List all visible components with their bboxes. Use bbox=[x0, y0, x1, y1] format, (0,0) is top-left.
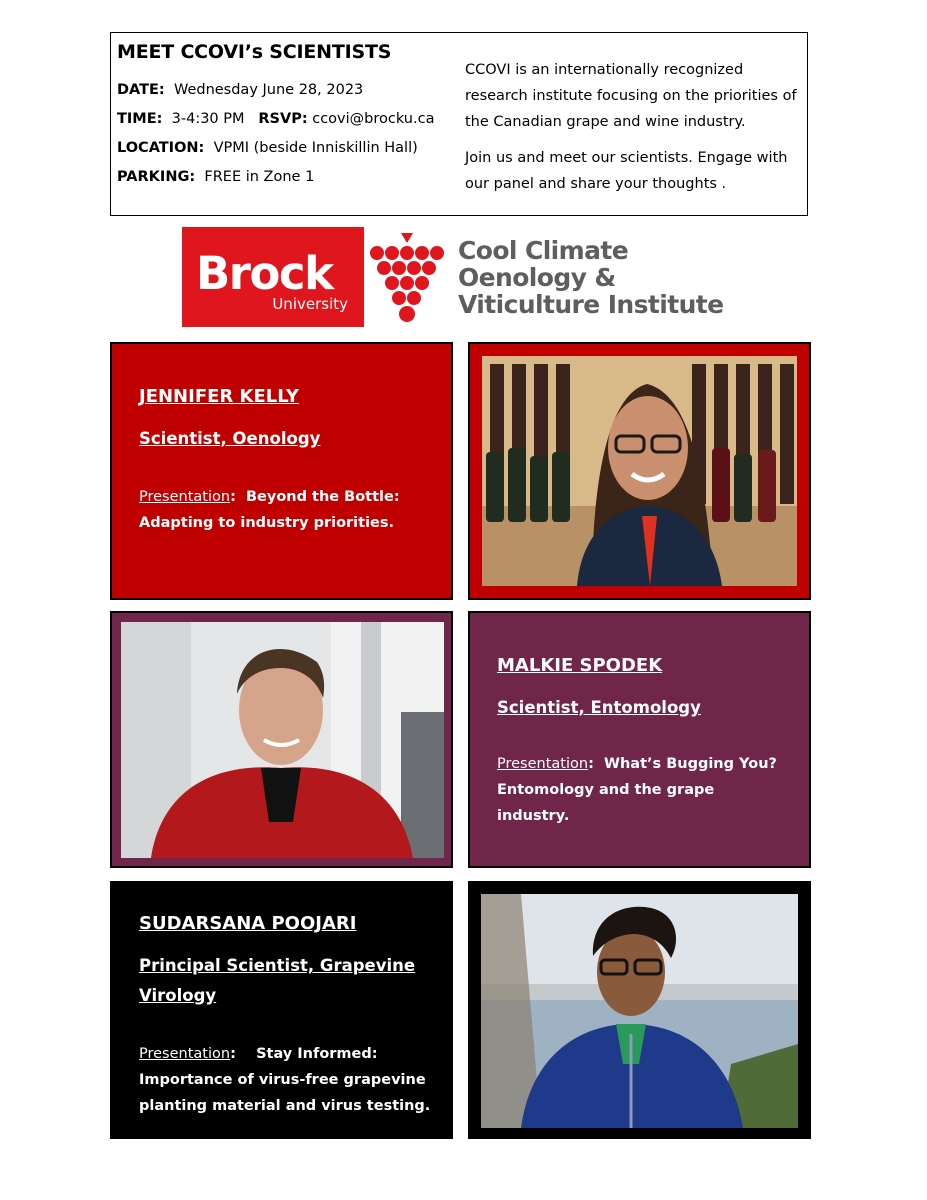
brock-wordmark: Brock bbox=[196, 247, 333, 300]
photo-frame-sudarsana-poojari bbox=[468, 881, 811, 1139]
presentation-text: Presentation: What’s Bugging You? Entomology and the grape industry. bbox=[497, 756, 777, 824]
location-line bbox=[117, 140, 457, 156]
rsvp-label: RSVP: bbox=[258, 111, 308, 127]
scientist-name: SUDARSANA POOJARI bbox=[139, 913, 357, 934]
photo-frame-jennifer-kelly bbox=[468, 342, 811, 600]
scientist-card-sudarsana-poojari bbox=[110, 881, 453, 1139]
location-value: VPMI (beside Inniskillin Hall) bbox=[213, 140, 418, 156]
time-value: 3-4:30 PM bbox=[171, 111, 245, 127]
date-line bbox=[117, 82, 457, 98]
scientist-name: JENNIFER KELLY bbox=[139, 386, 299, 407]
photo-frame-malkie-spodek bbox=[110, 611, 453, 868]
parking-line bbox=[117, 169, 457, 185]
presentation-title: What’s Bugging You? Entomology and the grape industry. bbox=[497, 756, 777, 824]
brock-logo-block bbox=[182, 227, 364, 327]
brock-ccovi-logo bbox=[182, 227, 742, 327]
portrait-photo-jennifer-kelly bbox=[482, 356, 797, 586]
grape-cluster-icon bbox=[368, 229, 446, 325]
location-label: LOCATION: bbox=[117, 140, 205, 156]
scientist-name: MALKIE SPODEK bbox=[497, 655, 663, 676]
presentation-text: Presentation: Beyond the Bottle: Adapting to industry priorities. bbox=[139, 489, 400, 531]
institute-line-2: Oenology & bbox=[458, 263, 616, 292]
scientist-card-jennifer-kelly bbox=[110, 342, 453, 600]
portrait-image bbox=[121, 622, 444, 858]
presentation-title: Beyond the Bottle: Adapting to industry priorities. bbox=[139, 489, 400, 531]
date-value: Wednesday June 28, 2023 bbox=[173, 82, 364, 98]
institute-line-1: Cool Climate bbox=[458, 236, 629, 265]
scientist-title: Principal Scientist, Grapevine Virology bbox=[139, 956, 416, 1005]
parking-value: FREE in Zone 1 bbox=[204, 169, 315, 185]
institute-line-3: Viticulture Institute bbox=[458, 290, 724, 319]
institute-name bbox=[458, 237, 723, 318]
parking-label: PARKING: bbox=[117, 169, 196, 185]
event-info-box bbox=[110, 32, 808, 216]
about-text: CCOVI is an internationally recognized research institute focusing on the priorities of the Canadian grape and wine industry. bbox=[465, 62, 797, 130]
portrait-photo-malkie-spodek bbox=[121, 622, 444, 858]
time-line bbox=[117, 111, 457, 127]
rsvp-email[interactable]: ccovi@brocku.ca bbox=[312, 111, 435, 127]
brock-university-text: University bbox=[272, 295, 348, 313]
event-details bbox=[117, 41, 457, 198]
scientist-title: Scientist, Oenology bbox=[139, 429, 321, 448]
presentation-label: Presentation bbox=[139, 1046, 231, 1062]
portrait-image bbox=[482, 356, 797, 586]
presentation-label: Presentation bbox=[497, 756, 589, 772]
date-label: DATE: bbox=[117, 82, 165, 98]
scientist-title: Scientist, Entomology bbox=[497, 698, 701, 717]
portrait-image bbox=[481, 894, 798, 1128]
scientist-card-malkie-spodek bbox=[468, 611, 811, 868]
presentation-text: Presentation: Stay Informed: Importance of virus-free grapevine planting material and virus testing. bbox=[139, 1046, 431, 1114]
invite-text: Join us and meet our scientists. Engage with our panel and share your thoughts . bbox=[465, 150, 788, 192]
time-label: TIME: bbox=[117, 111, 163, 127]
event-title: MEET CCOVI’s SCIENTISTS bbox=[117, 41, 392, 63]
presentation-label: Presentation bbox=[139, 489, 231, 505]
presentation-title: Stay Informed: Importance of virus-free grapevine planting material and virus testing. bbox=[139, 1046, 431, 1114]
portrait-photo-sudarsana-poojari bbox=[481, 894, 798, 1128]
event-description bbox=[465, 57, 807, 207]
